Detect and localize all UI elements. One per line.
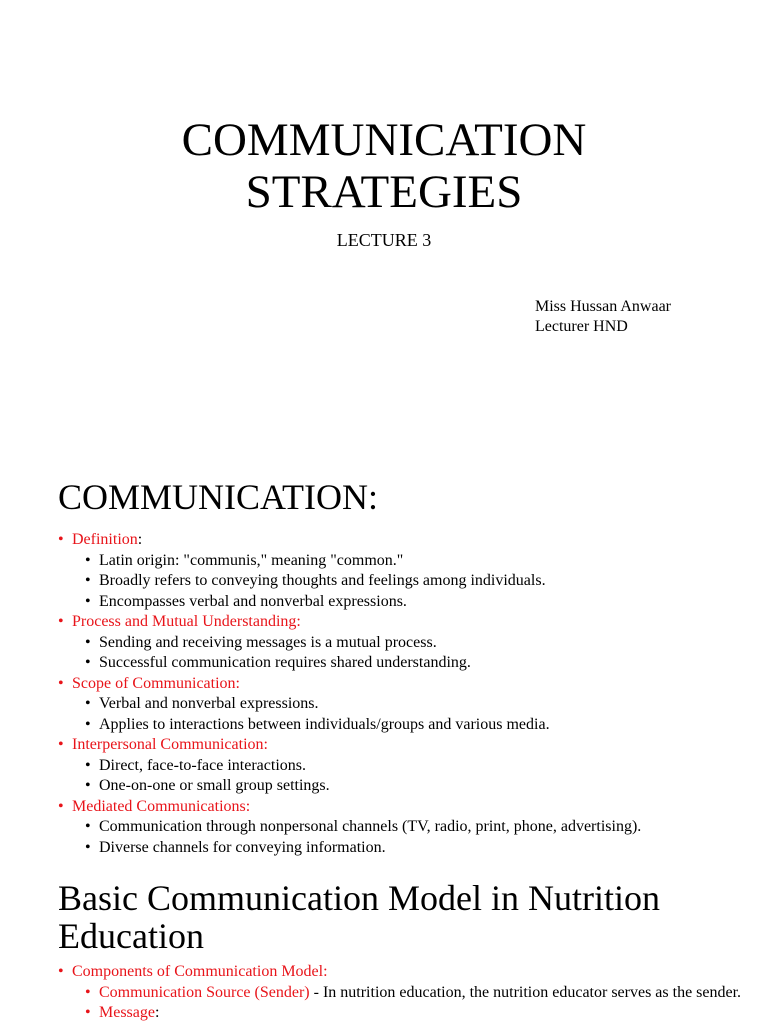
bullet-icon: • [58,674,64,692]
sub-list-item-text: Diverse channels for conveying information. [99,838,386,856]
sub-list-item [58,653,758,674]
bullet-icon: • [85,1004,91,1021]
sub-list-item [58,838,758,859]
list-item-label: Components of Communication Model: [72,963,328,980]
slide2-title: COMMUNICATION: [58,477,379,517]
list-item [58,612,758,633]
bullet-icon: • [58,963,64,980]
sub-list-item [58,776,758,797]
sub-list-item-text: Communication through nonpersonal channels (TV, radio, print, phone, advertising). [99,818,642,835]
bullet-icon: • [85,838,91,856]
bullet-icon: • [85,695,91,712]
list-item-suffix: : [137,531,143,548]
sub-list-item-text: One-on-one or small group settings. [99,777,330,794]
slide3-bullet-list [58,962,758,1024]
list-item [58,674,758,695]
list-item-label: Mediated Communications: [72,797,251,815]
sub-list-item [58,983,758,1004]
slide1-subtitle: LECTURE 3 [336,230,432,250]
list-item-label: Definition [72,531,138,548]
sub-list-item-text: Verbal and nonverbal expressions. [99,695,319,712]
list-item-label: Interpersonal Communication: [72,736,268,753]
sub-list-item-text: : [154,1004,160,1021]
sub-list-item-label: Message [99,1004,155,1021]
sub-list-item [58,571,758,592]
list-item [58,797,758,818]
bullet-icon: • [85,818,91,835]
sub-list-item [58,1003,758,1024]
bullet-icon: • [85,756,91,774]
slide2-bullet-list [58,530,758,858]
list-item [58,735,758,756]
bullet-icon: • [85,983,91,1001]
slide3-title-line1: Basic Communication Model in Nutrition [58,878,660,918]
sub-list-item-text: Encompasses verbal and nonverbal expressions. [99,592,407,610]
sub-list-item-text: - In nutrition education, the nutrition educator serves as the sender. [309,983,742,1001]
author-name: Miss Hussan Anwaar [535,298,671,315]
sub-list-item-text: Latin origin: "communis," meaning "common." [99,551,404,569]
list-item-label: Process and Mutual Understanding: [72,613,301,630]
sub-list-item-text: Sending and receiving messages is a mutual process. [99,633,437,651]
bullet-icon: • [85,592,91,610]
sub-list-item-text: Direct, face-to-face interactions. [99,756,306,774]
bullet-icon: • [85,572,91,589]
slide1-author-block [535,297,671,337]
slide1-title [0,114,768,218]
bullet-icon: • [85,715,91,733]
list-item [58,530,758,551]
bullet-icon: • [58,797,64,815]
sub-list-item-label: Communication Source (Sender) [99,983,310,1001]
bullet-icon: • [85,654,91,671]
sub-list-item-text: Broadly refers to conveying thoughts and feelings among individuals. [99,572,546,589]
sub-list-item-text: Applies to interactions between individuals/groups and various media. [99,715,550,733]
bullet-icon: • [58,613,64,630]
author-role: Lecturer HND [535,318,628,335]
sub-list-item [58,756,758,777]
sub-list-item [58,592,758,613]
list-item [58,962,758,983]
bullet-icon: • [58,531,64,548]
bullet-icon: • [85,633,91,651]
sub-list-item [58,694,758,715]
sub-list-item [58,633,758,654]
slide3-title-line2: Education [58,916,204,956]
list-item-label: Scope of Communication: [72,674,240,692]
slide1-title-line1: COMMUNICATION [181,114,587,166]
sub-list-item-text: Successful communication requires shared understanding. [99,654,471,671]
bullet-icon: • [58,736,64,753]
slide3-title [58,879,660,955]
bullet-icon: • [85,551,91,569]
sub-list-item [58,715,758,736]
sub-list-item [58,817,758,838]
sub-list-item [58,551,758,572]
slide1-title-line2: STRATEGIES [245,166,523,218]
bullet-icon: • [85,777,91,794]
